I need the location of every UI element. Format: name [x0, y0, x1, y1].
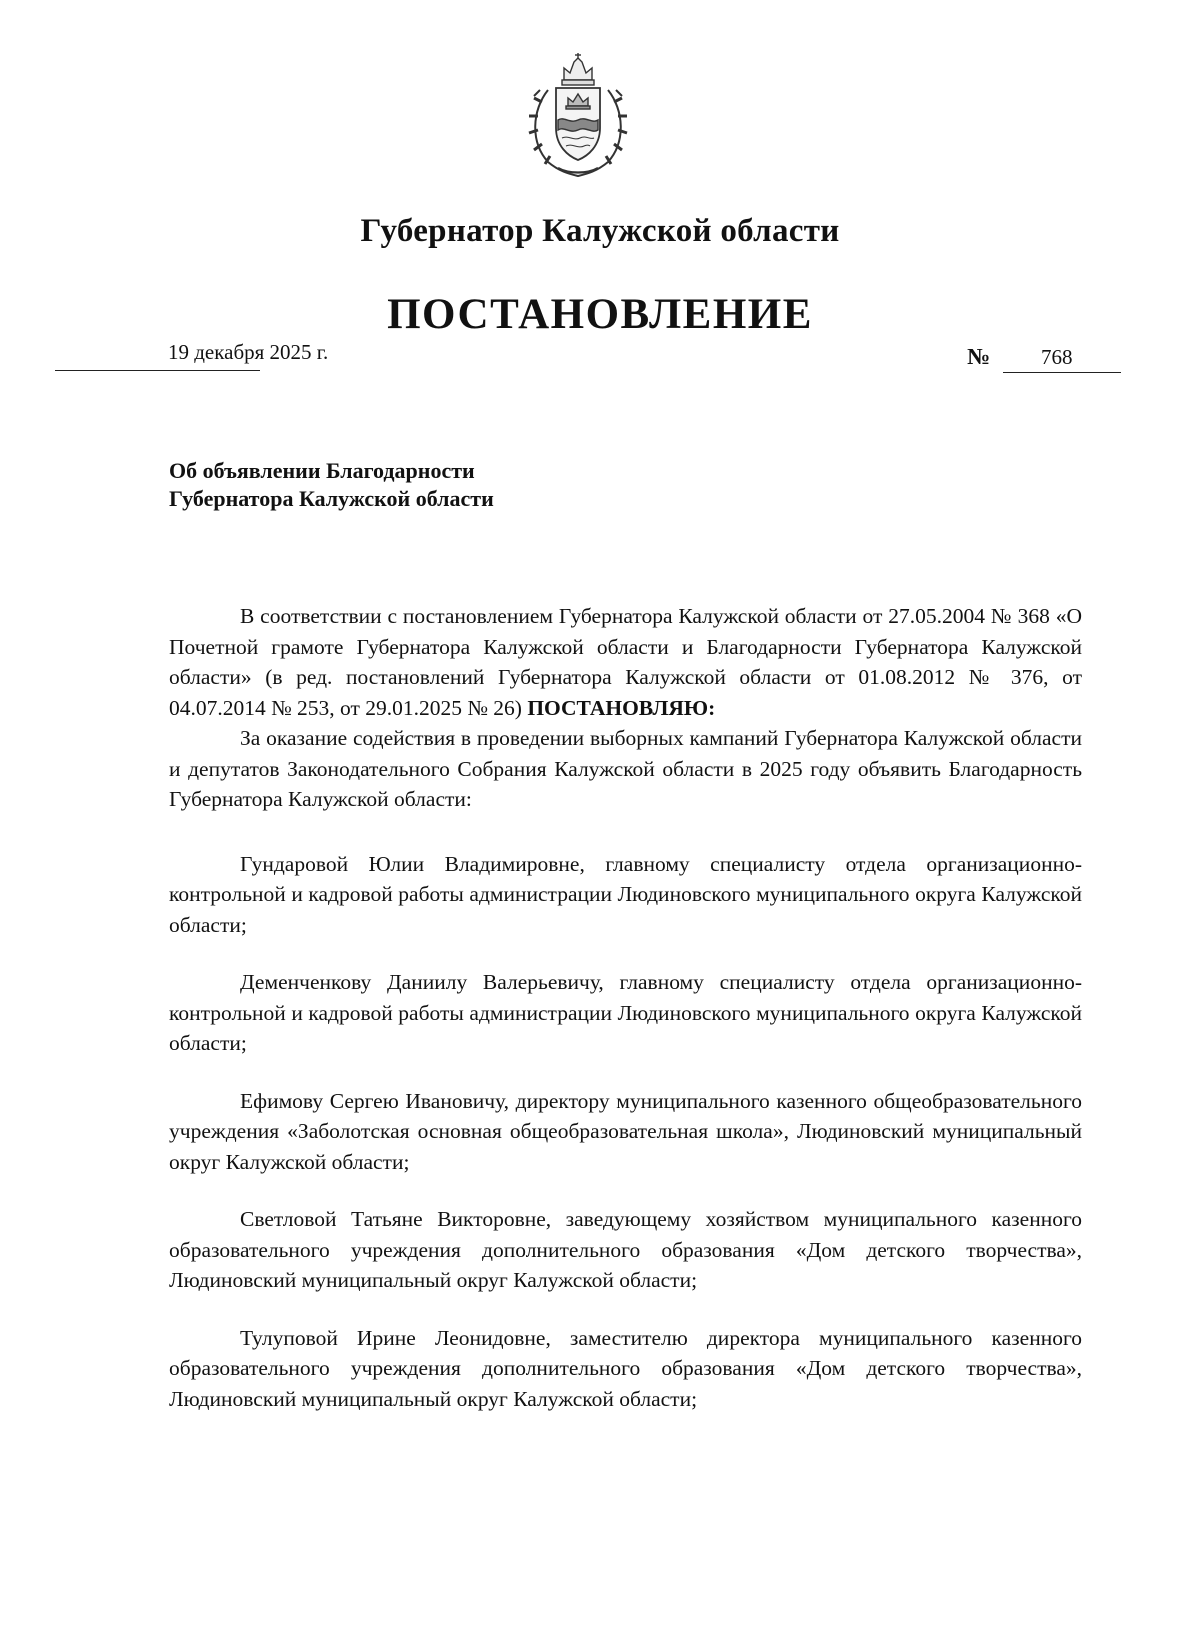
- document-type: ПОСТАНОВЛЕНИЕ: [387, 291, 813, 338]
- recipient-paragraph: Деменченкову Даниилу Валерьевичу, главному специалисту отдела организационно-контрольной и кадровой работы администрации Людиновского муниципального округа Калужской области;: [169, 970, 1082, 1055]
- recipient-paragraph: Светловой Татьяне Викторовне, заведующему хозяйством муниципального казенного образовательного учреждения дополнительного образования «Дом детского творчества», Людиновский муниципальный округ Калужской области;: [169, 1207, 1082, 1292]
- subject-line: Об объявлении Благодарности: [169, 458, 475, 483]
- document-subject: [169, 457, 589, 513]
- decision-paragraph: За оказание содействия в проведении выборных кампаний Губернатора Калужской области и депутатов Законодательного Собрания Калужской области в 2025 году объявить Благодарность Губернатора Калужской области:: [169, 726, 1082, 811]
- coat-of-arms-icon: [518, 50, 638, 180]
- resolve-word: ПОСТАНОВЛЯЮ:: [527, 695, 716, 720]
- preamble-text: В соответствии с постановлением Губернатора Калужской области от 27.05.2004 № 368 «О Почетной грамоте Губернатора Калужской области и Благодарности Губернатора Калужской области» (в ред. постановлений Губернатора Калужской области от 01.08.2012 № 376, от 04.07.2014 № 253, от 29.01.2025 № 26): [169, 604, 1082, 720]
- issuing-authority: Губернатор Калужской области: [360, 213, 840, 249]
- number-underline: [1003, 372, 1121, 373]
- subject-line: Губернатора Калужской области: [169, 486, 494, 511]
- recipient-paragraph: Ефимову Сергею Ивановичу, директору муниципального казенного общеобразовательного учреждения «Заболотская основная общеобразовательная школа», Людиновский муниципальный округ Калужской области;: [169, 1088, 1082, 1174]
- date-underline: [55, 370, 260, 371]
- preamble-paragraph: [169, 601, 1082, 723]
- number-label: №: [967, 344, 991, 369]
- recipient-paragraph: Тулуповой Ирине Леонидовне, заместителю директора муниципального казенного образовательного учреждения дополнительного образования «Дом детского творчества», Людиновский муниципальный округ Калужской области;: [169, 1325, 1082, 1411]
- document-date: 19 декабря 2025 г.: [168, 340, 329, 364]
- document-body: [169, 601, 1082, 1414]
- recipient-paragraph: Гундаровой Юлии Владимировне, главному специалисту отдела организационно-контрольной и кадровой работы администрации Людиновского муниципального округа Калужской области;: [169, 851, 1082, 937]
- document-number: 768: [1041, 345, 1073, 369]
